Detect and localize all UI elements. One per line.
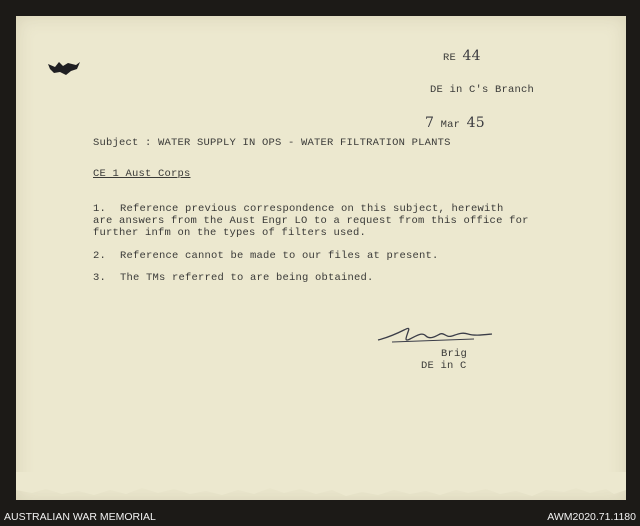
ink-blot-mark — [46, 58, 82, 78]
reference-number — [443, 50, 481, 64]
torn-paper-edge — [16, 472, 626, 502]
branch-name: DE in C's Branch — [430, 84, 535, 96]
footer-accession-number: AWM2020.71.1180 — [547, 511, 636, 523]
footer-institution: AUSTRALIAN WAR MEMORIAL — [4, 511, 156, 523]
reference-prefix: RE — [443, 52, 457, 64]
signature-title: DE in C — [421, 360, 467, 372]
paragraph-line: are answers from the Aust Engr LO to a request from this office for — [93, 215, 529, 227]
paragraph-number: 2. — [93, 250, 107, 262]
addressee: CE 1 Aust Corps — [93, 168, 191, 180]
subject-text: WATER SUPPLY IN OPS - WATER FILTRATION PLANTS — [158, 137, 451, 149]
document-date — [425, 117, 485, 131]
handwritten-signature — [374, 322, 498, 348]
paragraph-line: The TMs referred to are being obtained. — [120, 272, 374, 284]
subject-line — [93, 137, 451, 149]
date-month: Mar — [440, 119, 461, 131]
paragraph-line: Reference previous correspondence on this subject, herewith — [120, 203, 504, 215]
reference-handwritten-number: 44 — [462, 48, 481, 64]
paragraph-line: further infm on the types of filters used. — [93, 227, 367, 239]
paragraph-line: Reference cannot be made to our files at present. — [120, 250, 439, 262]
paragraph-number: 3. — [93, 272, 107, 284]
subject-label: Subject : — [93, 137, 152, 149]
date-day: 7 — [425, 115, 435, 131]
signature-rank: Brig — [441, 348, 468, 360]
date-year: 45 — [466, 115, 485, 131]
paragraph-number: 1. — [93, 203, 107, 215]
